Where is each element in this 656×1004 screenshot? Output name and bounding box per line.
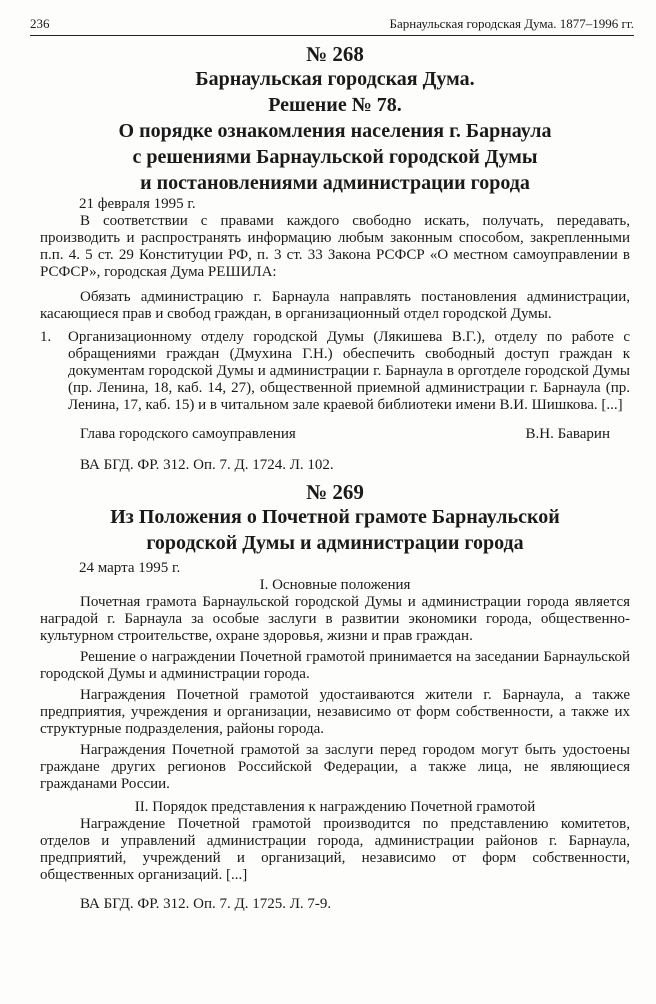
doc-268-title-line-2: с решениями Барнаульской городской Думы [132,146,538,168]
doc-268-date: 21 февраля 1995 г. [79,196,196,212]
page-content [40,40,630,913]
doc-268-item-1 [40,329,630,414]
running-header [30,10,634,36]
doc-269-date: 24 марта 1995 г. [79,560,181,576]
doc-269-paragraph-5: Награждение Почетной грамотой производится по представлению комитетов, отделов и управлений администрации города, администрации районов г. Барнаула, предприятий, учреждений и организаций, независимо от форм собственности, общественных организаций. [...] [40,816,630,883]
doc-269-number: № 269 [306,480,364,504]
running-title: Барнаульская городская Дума. 1877–1996 гг. [389,16,634,31]
doc-269-paragraph-4: Награждения Почетной грамотой за заслуги перед городом могут быть удостоены граждане других регионов Российской Федерации, а также лица, не являющиеся гражданами России. [40,742,630,792]
doc-269-paragraph-2: Решение о награждении Почетной грамотой принимается на заседании Барнаульской городской Думы и администрации города. [40,649,630,682]
item-number: 1. [40,329,52,345]
doc-269-paragraph-1: Почетная грамота Барнаульской городской Думы и администрации города является наградой г. Барнаула за особые заслуги в развитии экономики города, общественно-культурном строительстве, охране здоровья, жизни и прав граждан. [40,594,630,644]
signature-name: В.Н. Баварин [525,426,610,442]
doc-268-title-line-1: О порядке ознакомления населения г. Барнаула [118,120,552,142]
item-text: Организационному отделу городской Думы (Лякишева В.Г.), отделу по работе с обращениями граждан (Дмухина Г.Н.) обеспечить свободный доступ граждан к документам городской Думы и администрации г. Барнаула в орготделе городской Думы (пр. Ленина, 18, каб. 14, 27), общественной приемной администрации г. Барнаула (пр. Ленина, 17, каб. 15) и в читальном зале краевой библиотеки имени В.И. Шишкова. [...] [68,329,630,413]
doc-269-title-line-2: городской Думы и администрации города [146,532,524,554]
doc-268-organization: Барнаульская городская Дума. [195,68,475,90]
doc-268-paragraph-1: В соответствии с правами каждого свободно искать, получать, передавать, производить и распространять информацию любым законным способом, закрепленными п.п. 4. 5 ст. 29 Конституции РФ, п. 3 ст. 33 Закона РСФСР «О местном самоуправлении в РСФСР», городская Дума РЕШИЛА: [40,213,630,280]
doc-268-signature [40,426,630,443]
doc-269-title-line-1: Из Положения о Почетной грамоте Барнаульской [110,506,560,528]
doc-268-decision: Решение № 78. [268,94,402,116]
page-number: 236 [30,16,50,31]
signature-role: Глава городского самоуправления [80,426,296,442]
doc-269-section-1: I. Основные положения [259,577,411,593]
doc-268-title-line-3: и постановлениями администрации города [140,172,530,194]
doc-268-source: ВА БГД. ФР. 312. Оп. 7. Д. 1724. Л. 102. [80,457,334,473]
doc-268-paragraph-2: Обязать администрацию г. Барнаула направлять постановления администрации, касающиеся прав и свобод граждан, в организационный отдел городской Думы. [40,289,630,322]
doc-269-source: ВА БГД. ФР. 312. Оп. 7. Д. 1725. Л. 7-9. [80,896,332,912]
doc-268-number: № 268 [306,42,364,66]
doc-269-paragraph-3: Награждения Почетной грамотой удостаиваются жители г. Барнаула, а также предприятия, учреждения и организации, независимо от форм собственности, а также их структурные подразделения, районы города. [40,687,630,737]
doc-269-section-2: II. Порядок представления к награждению Почетной грамотой [134,799,536,815]
